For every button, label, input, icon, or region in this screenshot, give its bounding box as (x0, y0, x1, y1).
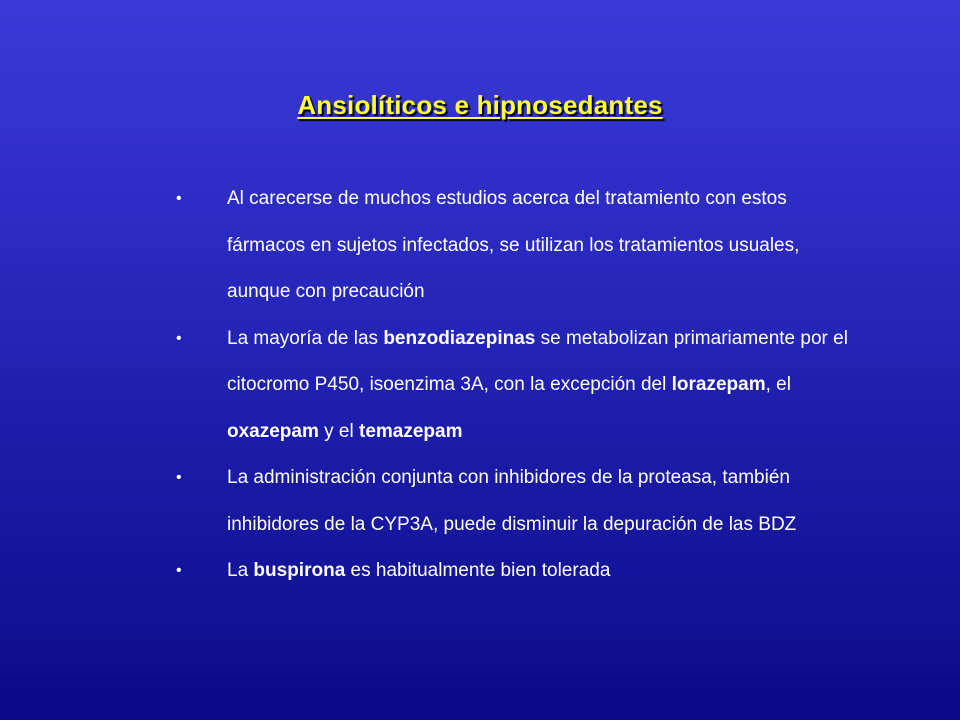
bullet-item (176, 548, 856, 595)
bullet-item (176, 316, 856, 456)
bullet-list (176, 176, 856, 595)
text-run: es habitualmente bien tolerada (345, 560, 611, 581)
bullet-item (176, 455, 856, 548)
bullet-text (227, 188, 799, 302)
bullet-marker: • (176, 469, 182, 486)
bullet-marker: • (176, 329, 182, 347)
text-run: La administración conjunta con inhibidores de la proteasa, también inhibidores de la CYP3A, puede disminuir la depuración de las BDZ (227, 467, 797, 535)
bullet-text (227, 467, 796, 535)
bold-term: lorazepam (671, 374, 766, 395)
bold-term: benzodiazepinas (383, 327, 536, 349)
text-run: se metabolizan primariamente por el citocromo P450, isoenzima 3A, con la excepción del (227, 327, 848, 395)
text-run: , el (765, 374, 791, 395)
text-run: Al carecerse de muchos estudios acerca del tratamiento con estos fármacos en sujetos infectados, se utilizan los tratamientos usuales, aunque con precaución (227, 188, 800, 302)
slide-title: Ansiolíticos e hipnosedantes (297, 90, 663, 120)
text-run: La (227, 560, 254, 581)
bullet-item (176, 176, 856, 316)
bold-term: temazepam (359, 420, 463, 442)
bullet-marker: • (176, 190, 182, 207)
bullet-marker: • (176, 562, 182, 579)
text-run: y el (318, 420, 359, 442)
text-run: La mayoría de las (227, 327, 384, 349)
bullet-text (227, 328, 848, 442)
bullet-text (227, 560, 610, 581)
footer-band (0, 676, 960, 720)
bold-term: buspirona (253, 560, 346, 581)
bold-term: oxazepam (227, 420, 319, 442)
